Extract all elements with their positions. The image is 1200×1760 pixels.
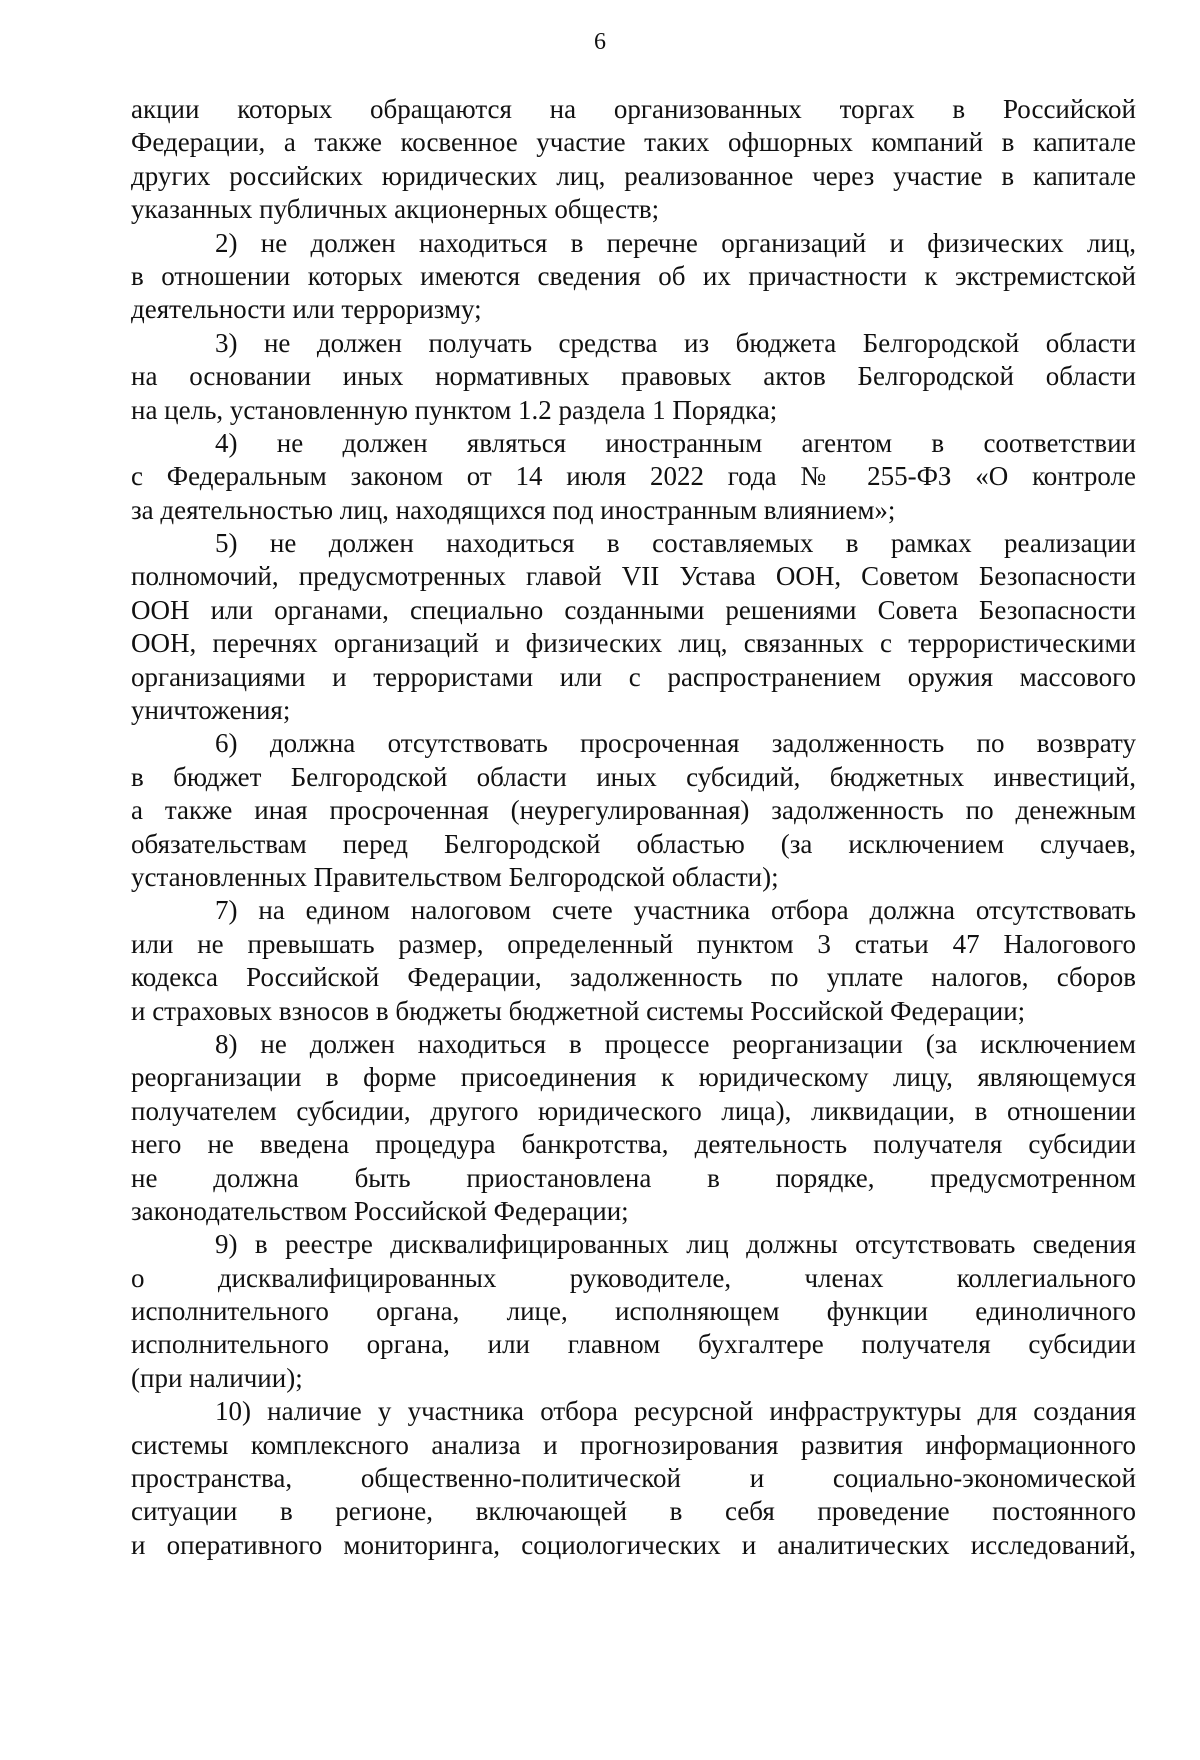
text-line: за деятельностью лиц, находящихся под иностранным влиянием»; xyxy=(131,494,896,525)
text-line: полномочий, предусмотренных главой VII Устава ООН, Советом Безопасности xyxy=(131,561,1136,592)
text-line: (при наличии); xyxy=(131,1362,303,1393)
text-line: и оперативного мониторинга, социологических и аналитических исследований, xyxy=(131,1529,1136,1560)
text-line: получателем субсидии, другого юридического лица), ликвидации, в отношении xyxy=(131,1095,1136,1126)
text-line: 2) не должен находиться в перечне организаций и физических лиц, xyxy=(215,227,1136,258)
text-line: 4) не должен являться иностранным агентом в соответствии xyxy=(215,427,1136,458)
text-line: 8) не должен находиться в процессе реорганизации (за исключением xyxy=(215,1028,1136,1059)
text-line: уничтожения; xyxy=(131,695,291,726)
document-body xyxy=(131,93,1136,1562)
page-number: 6 xyxy=(594,29,606,55)
text-line: 7) на едином налоговом счете участника отбора должна отсутствовать xyxy=(215,895,1136,926)
text-line: ситуации в регионе, включающей в себя проведение постоянного xyxy=(131,1496,1136,1527)
text-line: и страховых взносов в бюджеты бюджетной системы Российской Федерации; xyxy=(131,995,1026,1026)
text-line: исполнительного органа, или главном бухгалтере получателя субсидии xyxy=(131,1329,1136,1360)
text-line: 6) должна отсутствовать просроченная задолженность по возврату xyxy=(215,728,1136,759)
text-line: о дисквалифицированных руководителе, членах коллегиального xyxy=(131,1262,1136,1293)
text-line: обязательствам перед Белгородской областью (за исключением случаев, xyxy=(131,828,1136,859)
text-line: акции которых обращаются на организованных торгах в Российской xyxy=(131,94,1136,124)
text-line: ООН или органами, специально созданными решениями Совета Безопасности xyxy=(131,594,1136,625)
text-line: 9) в реестре дисквалифицированных лиц должны отсутствовать сведения xyxy=(215,1229,1136,1260)
text-line: 3) не должен получать средства из бюджета Белгородской области xyxy=(215,327,1136,358)
text-line: ООН, перечнях организаций и физических лиц, связанных с террористическими xyxy=(131,628,1136,659)
text-line: указанных публичных акционерных обществ; xyxy=(131,194,660,225)
text-line: кодекса Российской Федерации, задолженность по уплате налогов, сборов xyxy=(131,962,1136,993)
text-line: в отношении которых имеются сведения об их причастности к экстремистской xyxy=(131,260,1136,291)
text-line: а также иная просроченная (неурегулированная) задолженность по денежным xyxy=(131,795,1136,826)
text-line: системы комплексного анализа и прогнозирования развития информационного xyxy=(131,1429,1136,1460)
text-line: с Федеральным законом от 14 июля 2022 года № 255-ФЗ «О контроле xyxy=(131,461,1136,492)
text-line: него не введена процедура банкротства, деятельность получателя субсидии xyxy=(131,1129,1136,1160)
text-line: 5) не должен находиться в составляемых в рамках реализации xyxy=(215,528,1136,559)
text-line: в бюджет Белгородской области иных субсидий, бюджетных инвестиций, xyxy=(131,761,1136,792)
text-line: других российских юридических лиц, реализованное через участие в капитале xyxy=(131,160,1136,191)
text-line: 10) наличие у участника отбора ресурсной инфраструктуры для создания xyxy=(215,1396,1136,1427)
text-line: исполнительного органа, лице, исполняющем функции единоличного xyxy=(131,1296,1136,1327)
text-line: организациями и террористами или с распространением оружия массового xyxy=(131,661,1136,692)
text-line: не должна быть приостановлена в порядке, предусмотренном xyxy=(131,1162,1136,1193)
text-line: на основании иных нормативных правовых актов Белгородской области xyxy=(131,361,1136,392)
text-line: законодательством Российской Федерации; xyxy=(131,1195,629,1226)
text-line: реорганизации в форме присоединения к юридическому лицу, являющемуся xyxy=(131,1062,1136,1093)
text-line: на цель, установленную пунктом 1.2 раздела 1 Порядка; xyxy=(131,394,778,425)
text-line: деятельности или терроризму; xyxy=(131,294,482,325)
text-line: установленных Правительством Белгородской области); xyxy=(131,861,779,892)
text-line: пространства, общественно-политической и социально-экономической xyxy=(131,1463,1136,1494)
text-line: Федерации, а также косвенное участие таких офшорных компаний в капитале xyxy=(131,127,1136,158)
text-line: или не превышать размер, определенный пунктом 3 статьи 47 Налогового xyxy=(131,928,1136,959)
